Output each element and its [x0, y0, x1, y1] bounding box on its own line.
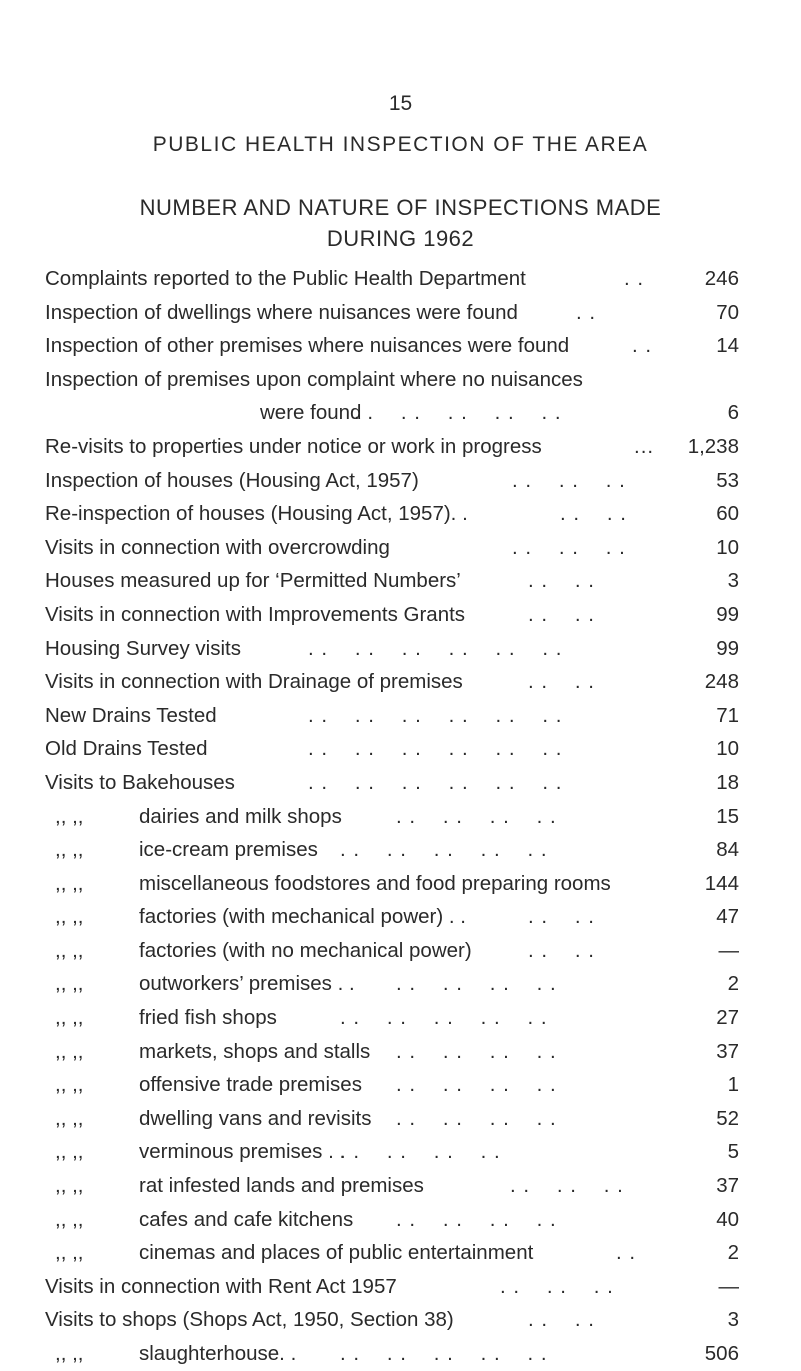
table-row: [0, 732, 801, 766]
leader-dots: . . . . . . . .: [396, 1039, 557, 1063]
row-label: [55, 967, 355, 1001]
row-label-text: factories (with mechanical power) . .: [139, 905, 466, 929]
row-label-text: offensive trade premises: [139, 1073, 362, 1097]
leader-dots: . . . . . . . .: [396, 804, 557, 828]
row-label-text: Inspection of premises upon complaint where no nuisances: [45, 367, 583, 391]
row-value: 15: [716, 804, 739, 828]
row-label-text: miscellaneous foodstores and food preparing rooms: [139, 871, 611, 895]
row-label: [55, 1169, 424, 1203]
table-row: [0, 1169, 801, 1203]
row-value: 144: [704, 871, 739, 895]
row-label-text: Visits in connection with Drainage of premises: [45, 670, 463, 694]
table-row: [0, 598, 801, 632]
table-row: [0, 329, 801, 363]
table-row: [0, 564, 801, 598]
row-value: 71: [716, 703, 739, 727]
ditto-mark: ,, ,,: [55, 1174, 84, 1198]
row-label-text: slaughterhouse. .: [139, 1342, 297, 1365]
ditto-mark: ,, ,,: [55, 972, 84, 996]
row-label: [55, 1236, 533, 1270]
ditto-mark: ,, ,,: [55, 905, 84, 929]
leader-dots: . . . . . . . .: [340, 1140, 501, 1164]
leader-dots: . . . .: [560, 502, 627, 526]
row-value: 27: [716, 1006, 739, 1030]
table-row: [0, 464, 801, 498]
row-value: 70: [716, 300, 739, 324]
row-label: [45, 632, 241, 666]
row-label: [45, 564, 461, 598]
leader-dots: . . . . . . . . . . . .: [308, 636, 563, 660]
row-label-text: Visits to shops (Shops Act, 1950, Section 38): [45, 1308, 454, 1332]
section-subtitle: [0, 192, 801, 254]
row-label: [45, 464, 419, 498]
table-row: [0, 967, 801, 1001]
row-value: 2: [727, 1241, 739, 1265]
row-label: [45, 665, 463, 699]
table-row: [0, 833, 801, 867]
leader-dots: . .: [576, 300, 597, 324]
ditto-mark: ,, ,,: [55, 1039, 84, 1063]
row-value: 2: [727, 972, 739, 996]
row-value: 14: [716, 334, 739, 358]
ditto-mark: ,, ,,: [55, 1342, 84, 1365]
row-label-text: verminous premises . .: [139, 1140, 346, 1164]
table-row: [0, 1236, 801, 1270]
row-label: [45, 598, 465, 632]
table-row: [0, 1035, 801, 1069]
table-row: [0, 1303, 801, 1337]
table-row: [0, 766, 801, 800]
leader-dots: . . . . . . . .: [396, 1073, 557, 1097]
page-title: PUBLIC HEALTH INSPECTION OF THE AREA: [152, 133, 649, 156]
leader-dots: . . . .: [528, 670, 595, 694]
row-label-text: New Drains Tested: [45, 703, 217, 727]
leader-dots: . .: [632, 334, 653, 358]
row-label: [55, 1337, 296, 1371]
page-number: 15: [388, 92, 413, 115]
row-value: 60: [716, 502, 739, 526]
row-label-text: Re-visits to properties under notice or work in progress: [45, 434, 542, 458]
ditto-mark: ,, ,,: [55, 1106, 84, 1130]
row-label: [55, 1035, 370, 1069]
row-value: 37: [716, 1174, 739, 1198]
row-label-text: rat infested lands and premises: [139, 1174, 424, 1198]
table-row: [0, 363, 801, 430]
row-label-text: Housing Survey visits: [45, 636, 241, 660]
leader-dots: . . . .: [528, 602, 595, 626]
row-value: 40: [716, 1207, 739, 1231]
row-label-text: factories (with no mechanical power): [139, 938, 472, 962]
row-label: [55, 800, 342, 834]
leader-dots: . . . .: [528, 938, 595, 962]
row-label-text: outworkers’ premises . .: [139, 972, 355, 996]
leader-dots: . . . . . .: [512, 468, 626, 492]
leader-dots: . . . . . . . .: [396, 1106, 557, 1130]
row-value: 37: [716, 1039, 739, 1063]
row-label-text: markets, shops and stalls: [139, 1039, 371, 1063]
row-label-text: Old Drains Tested: [45, 737, 208, 761]
row-label: [45, 766, 235, 800]
table-row: [0, 699, 801, 733]
row-label-text: Re-inspection of houses (Housing Act, 1957). .: [45, 502, 468, 526]
row-label-text: Visits in connection with overcrowding: [45, 535, 390, 559]
table-row: [0, 1203, 801, 1237]
subtitle-line-1: NUMBER AND NATURE OF INSPECTIONS MADE: [139, 195, 662, 220]
row-value: 6: [727, 401, 739, 425]
row-value: —: [718, 1274, 739, 1298]
leader-dots: . . . . . . . . . . . .: [308, 737, 563, 761]
leader-dots: . . . . . .: [510, 1174, 624, 1198]
row-label: [55, 1001, 277, 1035]
leader-dots: . . . . . . . .: [396, 1207, 557, 1231]
row-label-text: dwelling vans and revisits: [139, 1106, 372, 1130]
row-label-text: cafes and cafe kitchens: [139, 1207, 354, 1231]
leader-dots: . .: [624, 267, 645, 290]
row-label: [55, 833, 318, 867]
leader-dots: . . . . . .: [512, 535, 626, 559]
table-row: [0, 867, 801, 901]
row-label: [45, 430, 542, 464]
row-value: 99: [716, 636, 739, 660]
row-label: [45, 531, 390, 565]
row-label: [55, 1068, 362, 1102]
table-row: [0, 632, 801, 666]
leader-dots: ...: [634, 434, 655, 458]
row-label: [45, 329, 569, 363]
row-value: 248: [704, 670, 739, 694]
table-row: [0, 1270, 801, 1304]
row-label-text: fried fish shops: [139, 1006, 277, 1030]
table-row: [0, 430, 801, 464]
ditto-mark: ,, ,,: [55, 804, 84, 828]
table-row: [0, 1337, 801, 1371]
row-label-text: Inspection of houses (Housing Act, 1957): [45, 468, 419, 492]
row-value: 1: [727, 1073, 739, 1097]
ditto-mark: ,, ,,: [55, 1006, 84, 1030]
row-value: 1,238: [687, 434, 739, 458]
table-row: [0, 934, 801, 968]
row-label: [45, 1270, 397, 1304]
table-row: [0, 665, 801, 699]
row-label-text: Visits in connection with Rent Act 1957: [45, 1274, 397, 1298]
inspections-list: [0, 262, 801, 1371]
row-value: 53: [716, 468, 739, 492]
row-label: [45, 363, 583, 397]
table-row: [0, 1102, 801, 1136]
row-label: [45, 732, 208, 766]
row-label: [55, 1102, 371, 1136]
row-value: —: [718, 938, 739, 962]
ditto-mark: ,, ,,: [55, 1073, 84, 1097]
table-row: [0, 1068, 801, 1102]
leader-dots: . . . . . . . . . . . .: [308, 703, 563, 727]
row-label: [55, 900, 466, 934]
row-value: 3: [727, 569, 739, 593]
row-label: [45, 296, 518, 330]
row-value: 3: [727, 1308, 739, 1332]
ditto-mark: ,, ,,: [55, 871, 84, 895]
ditto-mark: ,, ,,: [55, 1140, 84, 1164]
leader-dots: . . . . . . . . . .: [340, 1342, 548, 1365]
row-value: 506: [704, 1342, 739, 1365]
table-row: [0, 900, 801, 934]
row-value: 10: [716, 535, 739, 559]
table-row: [0, 497, 801, 531]
row-label: [55, 867, 611, 901]
subtitle-line-2: DURING 1962: [326, 226, 475, 251]
row-label: [45, 497, 468, 531]
ditto-mark: ,, ,,: [55, 838, 84, 862]
row-value: 246: [704, 267, 739, 290]
ditto-mark: ,, ,,: [55, 1241, 84, 1265]
table-row: [0, 296, 801, 330]
table-row: [0, 1001, 801, 1035]
leader-dots: . . . . . .: [500, 1274, 614, 1298]
leader-dots: . . . . . . . . . .: [340, 1006, 548, 1030]
row-value: 10: [716, 737, 739, 761]
row-label-text: Visits in connection with Improvements Grants: [45, 602, 466, 626]
row-label-text: Visits to Bakehouses: [45, 770, 235, 794]
table-row: [0, 1135, 801, 1169]
row-value: 52: [716, 1106, 739, 1130]
row-label: [55, 1135, 345, 1169]
row-label-continued: were found: [260, 401, 362, 425]
table-row: [0, 800, 801, 834]
row-label: [45, 1303, 454, 1337]
leader-dots: . . . . . . . . . .: [340, 838, 548, 862]
row-label: [45, 699, 217, 733]
row-label-text: Houses measured up for ‘Permitted Numbers’: [45, 569, 461, 593]
row-label-text: ice-cream premises: [139, 838, 318, 862]
leader-dots: . . . . . . . . . .: [354, 401, 562, 425]
row-label-text: cinemas and places of public entertainment: [139, 1241, 534, 1265]
row-label-text: Complaints reported to the Public Health Department: [45, 267, 526, 290]
row-label-text: dairies and milk shops: [139, 804, 342, 828]
row-label-text: Inspection of other premises where nuisances were found: [45, 334, 570, 358]
row-label: [55, 934, 472, 968]
ditto-mark: ,, ,,: [55, 1207, 84, 1231]
row-value: 47: [716, 905, 739, 929]
table-row: [0, 531, 801, 565]
row-label-text: Inspection of dwellings where nuisances were found: [45, 300, 518, 324]
row-label: [45, 262, 526, 296]
leader-dots: . . . .: [528, 905, 595, 929]
row-value: 99: [716, 602, 739, 626]
row-label: [55, 1203, 353, 1237]
leader-dots: . . . .: [528, 569, 595, 593]
ditto-mark: ,, ,,: [55, 938, 84, 962]
leader-dots: . . . . . . . .: [396, 972, 557, 996]
leader-dots: . . . . . . . . . . . .: [308, 770, 563, 794]
leader-dots: . . . .: [528, 1308, 595, 1332]
table-row: [0, 262, 801, 296]
row-value: 5: [727, 1140, 739, 1164]
leader-dots: . .: [616, 1241, 637, 1265]
row-value: 18: [716, 770, 739, 794]
row-value: 84: [716, 838, 739, 862]
